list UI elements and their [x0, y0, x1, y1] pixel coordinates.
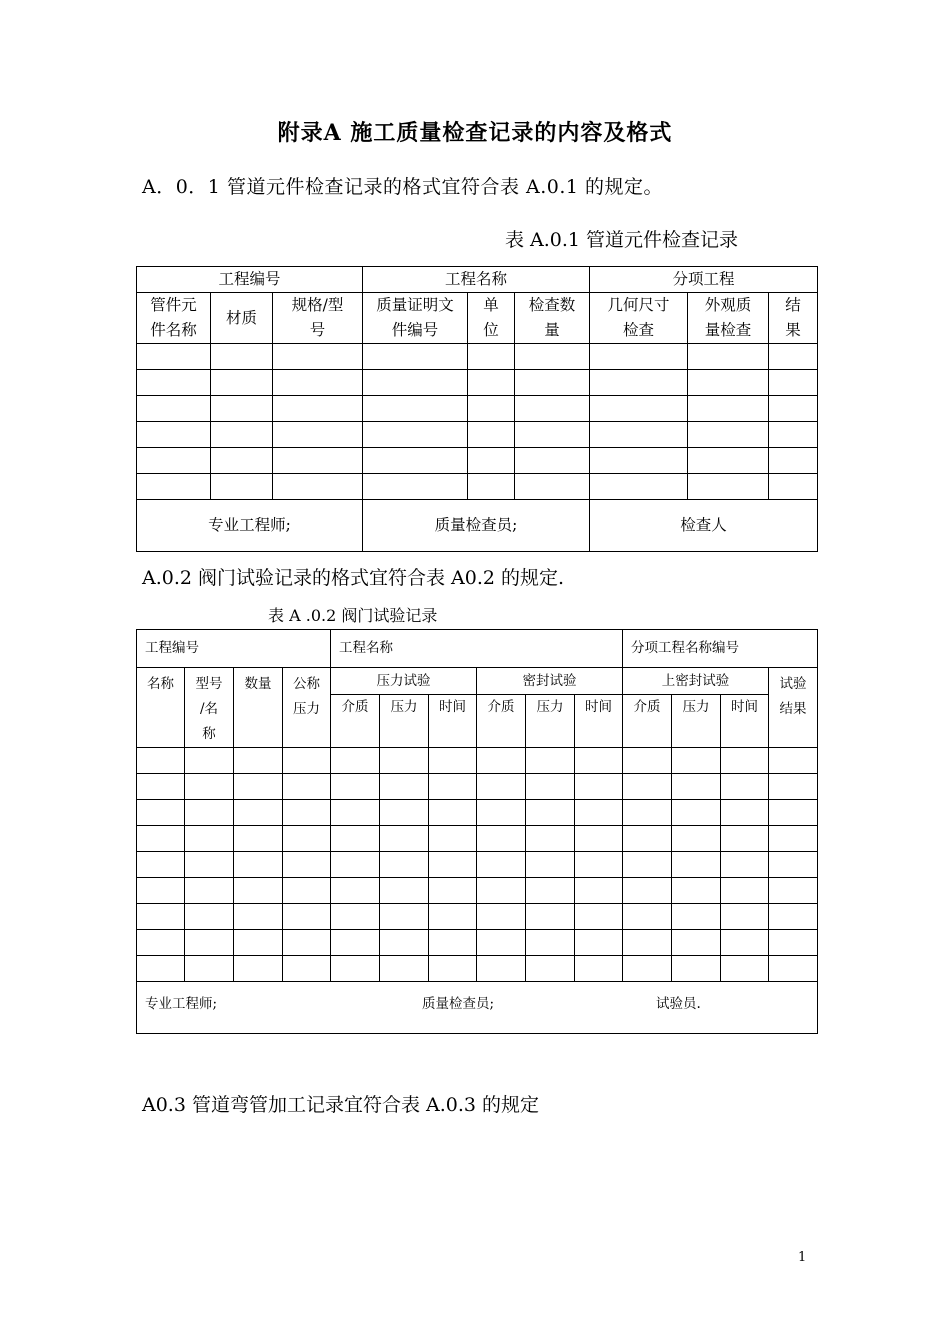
table-cell — [672, 904, 721, 930]
table-cell — [137, 396, 211, 422]
table1-footer-inspector: 检查人 — [590, 500, 818, 552]
table1-col-unit: 单 位 — [468, 293, 515, 344]
table-cell — [211, 422, 273, 448]
table-row — [137, 474, 818, 500]
table-cell — [526, 956, 575, 982]
table-cell — [211, 344, 273, 370]
table-cell — [234, 930, 283, 956]
table2-sub-pressure: 压力 — [672, 695, 721, 748]
table-cell — [273, 344, 363, 370]
table-row — [137, 852, 818, 878]
table-cell — [137, 774, 185, 800]
table-cell — [590, 344, 688, 370]
table-cell — [273, 370, 363, 396]
table-cell — [526, 878, 575, 904]
table-cell — [526, 904, 575, 930]
table-cell — [185, 826, 234, 852]
table-cell — [331, 774, 380, 800]
table-row — [137, 344, 818, 370]
table-cell — [769, 852, 818, 878]
table-cell — [429, 852, 477, 878]
table-cell — [721, 956, 769, 982]
table-cell — [331, 826, 380, 852]
table-cell — [273, 448, 363, 474]
table-cell — [468, 422, 515, 448]
table-cell — [672, 878, 721, 904]
table-cell — [477, 878, 526, 904]
table1-col-quantity: 检查数 量 — [515, 293, 590, 344]
table2-sub-time: 时间 — [575, 695, 623, 748]
table1-col-result: 结 果 — [769, 293, 818, 344]
table-cell — [331, 878, 380, 904]
table2-col-test-result: 试验 结果 — [769, 668, 818, 748]
table2-footer — [137, 982, 818, 1034]
table-cell — [769, 774, 818, 800]
table2-header-project-no: 工程编号 — [137, 630, 331, 668]
table-cell — [380, 852, 429, 878]
table-cell — [623, 930, 672, 956]
table-cell — [380, 956, 429, 982]
table1-col-element-name: 管件元 件名称 — [137, 293, 211, 344]
table-cell — [331, 852, 380, 878]
table-cell — [623, 826, 672, 852]
table-cell — [515, 474, 590, 500]
table-cell — [721, 852, 769, 878]
table-cell — [468, 448, 515, 474]
table-cell — [380, 800, 429, 826]
table-cell — [380, 774, 429, 800]
table-cell — [623, 800, 672, 826]
table-cell — [211, 396, 273, 422]
table-cell — [211, 474, 273, 500]
table-cell — [515, 422, 590, 448]
table-cell — [283, 878, 331, 904]
table-cell — [526, 930, 575, 956]
table-cell — [185, 878, 234, 904]
table-cell — [590, 448, 688, 474]
table-cell — [477, 904, 526, 930]
pipe-element-inspection-table — [136, 266, 818, 552]
table-cell — [429, 904, 477, 930]
table-cell — [477, 748, 526, 774]
table-row — [137, 422, 818, 448]
table-cell — [769, 956, 818, 982]
table-cell — [672, 956, 721, 982]
table-cell — [283, 748, 331, 774]
table-cell — [468, 370, 515, 396]
table-cell — [623, 904, 672, 930]
table-cell — [468, 344, 515, 370]
table-cell — [185, 930, 234, 956]
table-cell — [363, 396, 468, 422]
table-cell — [429, 826, 477, 852]
table-cell — [769, 396, 818, 422]
table-a01-caption: 表 A.0.1 管道元件检查记录 — [505, 229, 739, 251]
table-cell — [429, 774, 477, 800]
table-cell — [721, 748, 769, 774]
table-cell — [477, 930, 526, 956]
table-cell — [234, 748, 283, 774]
table-cell — [769, 370, 818, 396]
table-cell — [331, 748, 380, 774]
table-cell — [575, 878, 623, 904]
table-cell — [688, 448, 769, 474]
table-cell — [234, 800, 283, 826]
table2-footer-engineer: 专业工程师; — [145, 996, 218, 1012]
table-cell — [380, 930, 429, 956]
table-cell — [380, 904, 429, 930]
table-cell — [331, 904, 380, 930]
table-cell — [575, 826, 623, 852]
table-cell — [363, 474, 468, 500]
table2-sub-pressure: 压力 — [380, 695, 429, 748]
page-number: 1 — [798, 1250, 807, 1265]
table1-footer-engineer: 专业工程师; — [137, 500, 363, 552]
table-cell — [234, 904, 283, 930]
table-cell — [515, 370, 590, 396]
table-cell — [273, 396, 363, 422]
table-cell — [380, 826, 429, 852]
table-cell — [590, 396, 688, 422]
table1-blank-rows — [137, 344, 818, 500]
table-cell — [185, 774, 234, 800]
table-cell — [363, 448, 468, 474]
table-cell — [623, 774, 672, 800]
table2-sub-medium: 介质 — [331, 695, 380, 748]
table-cell — [185, 748, 234, 774]
table-cell — [590, 474, 688, 500]
table-row — [137, 930, 818, 956]
table-cell — [429, 800, 477, 826]
table2-footer-tester: 试验员. — [656, 996, 701, 1012]
table-cell — [331, 956, 380, 982]
table-cell — [526, 800, 575, 826]
table-row — [137, 396, 818, 422]
table-cell — [273, 422, 363, 448]
table1-footer-quality-inspector: 质量检查员; — [363, 500, 590, 552]
table-cell — [429, 878, 477, 904]
table-cell — [721, 800, 769, 826]
table-cell — [137, 370, 211, 396]
table-cell — [363, 422, 468, 448]
table-cell — [137, 448, 211, 474]
table-cell — [363, 344, 468, 370]
table-cell — [468, 474, 515, 500]
table-cell — [769, 422, 818, 448]
table-cell — [137, 474, 211, 500]
table-cell — [575, 748, 623, 774]
table-cell — [429, 956, 477, 982]
table-cell — [331, 800, 380, 826]
table-cell — [137, 422, 211, 448]
table2-sub-time: 时间 — [721, 695, 769, 748]
table-cell — [688, 370, 769, 396]
table-cell — [137, 930, 185, 956]
table-cell — [363, 370, 468, 396]
clause-a01: A．0．1 管道元件检查记录的格式宜符合表 A.0.1 的规定。 — [142, 176, 663, 198]
table-cell — [283, 930, 331, 956]
table-cell — [234, 774, 283, 800]
table-cell — [283, 826, 331, 852]
table2-footer-quality-inspector: 质量检查员; — [422, 996, 495, 1012]
table-row — [137, 748, 818, 774]
table-cell — [526, 774, 575, 800]
table-cell — [769, 344, 818, 370]
table-row — [137, 774, 818, 800]
table-cell — [590, 370, 688, 396]
table-cell — [672, 930, 721, 956]
table-cell — [185, 956, 234, 982]
table-cell — [234, 956, 283, 982]
table-cell — [769, 474, 818, 500]
table2-col-name: 名称 — [137, 668, 185, 748]
table2-sub-time: 时间 — [429, 695, 477, 748]
clause-a02: A.0.2 阀门试验记录的格式宜符合表 A0.2 的规定. — [142, 567, 565, 589]
table-cell — [769, 800, 818, 826]
table-cell — [575, 930, 623, 956]
table-cell — [137, 344, 211, 370]
table1-col-appearance-check: 外观质 量检查 — [688, 293, 769, 344]
table-cell — [590, 422, 688, 448]
table-cell — [273, 474, 363, 500]
table-row — [137, 826, 818, 852]
table-cell — [283, 800, 331, 826]
table-cell — [477, 956, 526, 982]
table-cell — [137, 826, 185, 852]
table-cell — [283, 904, 331, 930]
table1-col-cert-no: 质量证明文 件编号 — [363, 293, 468, 344]
table-cell — [185, 800, 234, 826]
table-cell — [515, 396, 590, 422]
table-cell — [672, 800, 721, 826]
table-cell — [477, 800, 526, 826]
table-cell — [672, 774, 721, 800]
table-cell — [211, 370, 273, 396]
table-cell — [721, 826, 769, 852]
table2-header-subproject-no: 分项工程名称编号 — [623, 630, 818, 668]
table1-header-subproject: 分项工程 — [590, 267, 818, 293]
table-cell — [137, 878, 185, 904]
table-cell — [623, 852, 672, 878]
table-cell — [623, 748, 672, 774]
table1-header-project-name: 工程名称 — [363, 267, 590, 293]
table-cell — [468, 396, 515, 422]
table-cell — [575, 774, 623, 800]
table-cell — [477, 852, 526, 878]
table-cell — [429, 748, 477, 774]
table-cell — [380, 748, 429, 774]
table-cell — [672, 826, 721, 852]
table-cell — [137, 956, 185, 982]
table-cell — [137, 904, 185, 930]
table-cell — [331, 930, 380, 956]
appendix-title: 附录A 施工质量检查记录的内容及格式 — [277, 120, 673, 146]
table-cell — [575, 956, 623, 982]
table-cell — [185, 904, 234, 930]
table2-blank-rows — [137, 748, 818, 982]
table-cell — [234, 826, 283, 852]
table-cell — [283, 852, 331, 878]
table-cell — [526, 852, 575, 878]
table-cell — [623, 956, 672, 982]
table-cell — [575, 904, 623, 930]
table-cell — [429, 930, 477, 956]
table-cell — [185, 852, 234, 878]
table-cell — [721, 774, 769, 800]
table-cell — [721, 878, 769, 904]
table-row — [137, 956, 818, 982]
table-cell — [688, 474, 769, 500]
table-cell — [721, 904, 769, 930]
table-row — [137, 904, 818, 930]
table-cell — [688, 344, 769, 370]
table-cell — [769, 904, 818, 930]
table-cell — [688, 422, 769, 448]
table-row — [137, 878, 818, 904]
table-cell — [283, 774, 331, 800]
table1-col-dimension-check: 几何尺寸 检查 — [590, 293, 688, 344]
table2-sub-medium: 介质 — [477, 695, 526, 748]
table-cell — [721, 930, 769, 956]
table-cell — [769, 748, 818, 774]
table2-sub-pressure: 压力 — [526, 695, 575, 748]
table-cell — [575, 800, 623, 826]
table-cell — [526, 826, 575, 852]
table-cell — [477, 826, 526, 852]
table-a02-caption: 表 A .0.2 阀门试验记录 — [268, 606, 438, 625]
table-row — [137, 800, 818, 826]
table-cell — [137, 852, 185, 878]
table2-header-project-name: 工程名称 — [331, 630, 623, 668]
table2-col-upper-seal-test: 上密封试验 — [623, 668, 769, 695]
table2-col-pressure-test: 压力试验 — [331, 668, 477, 695]
table2-sub-medium: 介质 — [623, 695, 672, 748]
table-cell — [769, 878, 818, 904]
table-cell — [137, 748, 185, 774]
table-cell — [769, 448, 818, 474]
table-cell — [672, 852, 721, 878]
table-cell — [769, 826, 818, 852]
table1-col-material: 材质 — [211, 293, 273, 344]
table-cell — [623, 878, 672, 904]
valve-test-table — [136, 629, 818, 1034]
table-cell — [211, 448, 273, 474]
table-cell — [688, 396, 769, 422]
table-cell — [283, 956, 331, 982]
table-cell — [515, 344, 590, 370]
table2-col-seal-test: 密封试验 — [477, 668, 623, 695]
table-cell — [575, 852, 623, 878]
table2-col-model: 型号 /名 称 — [185, 668, 234, 748]
table-cell — [380, 878, 429, 904]
table1-header-project-no: 工程编号 — [137, 267, 363, 293]
table-cell — [769, 930, 818, 956]
clause-a03: A0.3 管道弯管加工记录宜符合表 A.0.3 的规定 — [142, 1094, 540, 1116]
table2-col-nominal-pressure: 公称 压力 — [283, 668, 331, 748]
table-cell — [526, 748, 575, 774]
table-cell — [477, 774, 526, 800]
table-cell — [515, 448, 590, 474]
table-cell — [137, 800, 185, 826]
table-cell — [234, 878, 283, 904]
table-cell — [234, 852, 283, 878]
table-cell — [672, 748, 721, 774]
table1-col-spec: 规格/型 号 — [273, 293, 363, 344]
table2-col-quantity: 数量 — [234, 668, 283, 748]
table-row — [137, 370, 818, 396]
table-row — [137, 448, 818, 474]
